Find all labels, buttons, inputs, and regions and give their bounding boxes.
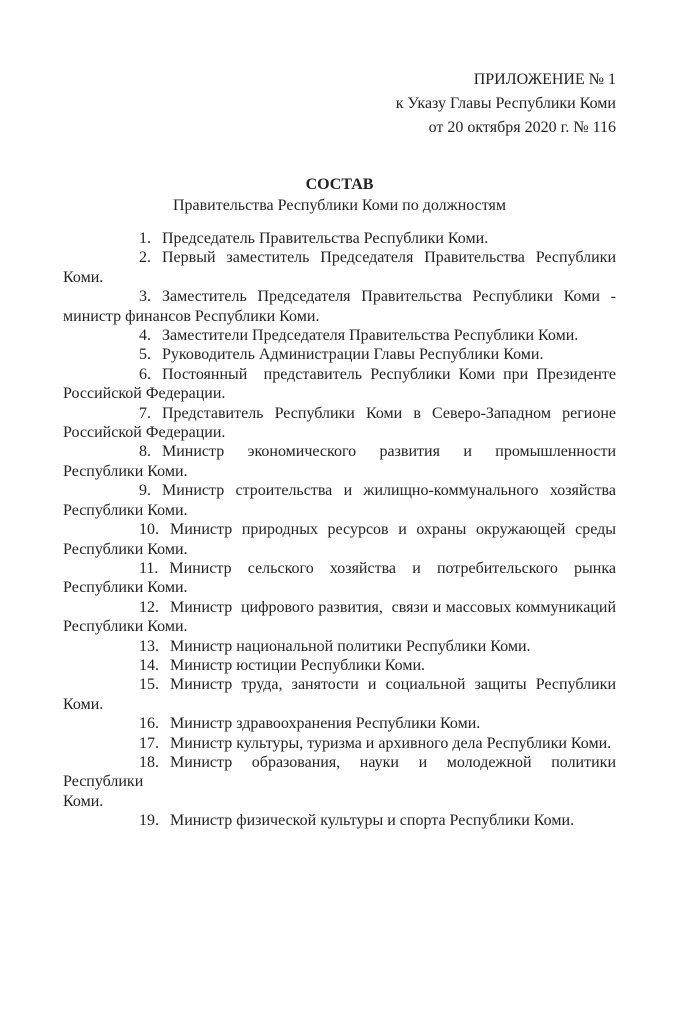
list-item-line: Республики Коми. — [63, 618, 188, 636]
list-item — [63, 326, 616, 345]
list-item — [63, 811, 616, 830]
list-item — [63, 481, 616, 520]
list-item-line: 9. Министр строительства и жилищно-коммунального хозяйства — [63, 481, 616, 500]
list-item — [63, 404, 616, 443]
list-item-line: 14. Министр юстиции Республики Коми. — [63, 656, 616, 675]
position-list — [63, 229, 616, 831]
list-item-line: 3. Заместитель Председателя Правительства Республики Коми - — [63, 287, 616, 306]
list-item-line: Республики Коми. — [63, 579, 188, 597]
list-item-number: 8. — [139, 443, 151, 461]
list-item-number: 15. — [139, 676, 159, 694]
list-item-line: Российской Федерации. — [63, 385, 226, 403]
list-item-number: 11. — [139, 559, 159, 577]
list-item-line: министр финансов Республики Коми. — [63, 307, 320, 325]
list-item — [63, 675, 616, 714]
list-item-number: 14. — [139, 656, 159, 674]
list-item-line: 15. Министр труда, занятости и социальной защиты Республики — [63, 675, 616, 694]
list-item-line: 12. Министр цифрового развития, связи и массовых коммуникаций — [63, 598, 616, 617]
list-item — [63, 365, 616, 404]
list-item-line: 4. Заместители Председателя Правительства Республики Коми. — [63, 326, 616, 345]
list-item-number: 5. — [139, 346, 151, 364]
list-item-line: Республики Коми. — [63, 462, 188, 480]
list-item — [63, 598, 616, 637]
list-item — [63, 637, 616, 656]
header-decree-line: к Указу Главы Республики Коми — [395, 95, 616, 112]
list-item-number: 17. — [139, 734, 159, 752]
list-item-number: 6. — [139, 365, 151, 383]
list-item-line: 7. Представитель Республики Коми в Северо-Западном регионе — [63, 404, 616, 423]
list-item-line: Коми. — [63, 792, 104, 810]
list-item — [63, 287, 616, 326]
list-item — [63, 714, 616, 733]
list-item-number: 9. — [139, 482, 151, 500]
list-item-line: 18. Министр образования, науки и молодежной политики Республики — [63, 753, 616, 791]
list-item-line: 19. Министр физической культуры и спорта Республики Коми. — [63, 811, 616, 830]
list-item-line: Коми. — [63, 268, 104, 286]
list-item-line: 2. Первый заместитель Председателя Правительства Республики — [63, 248, 616, 267]
list-item-line: Республики Коми. — [63, 540, 188, 558]
list-item-line: 11. Министр сельского хозяйства и потребительского рынка — [63, 559, 616, 578]
list-item-line: Российской Федерации. — [63, 424, 226, 442]
list-item — [63, 442, 616, 481]
list-item-number: 19. — [139, 812, 159, 830]
list-item-line: 8. Министр экономического развития и промышленности — [63, 442, 616, 461]
list-item-number: 16. — [139, 715, 159, 733]
list-item-number: 18. — [139, 753, 159, 771]
list-item-number: 2. — [139, 249, 151, 267]
list-item — [63, 229, 616, 248]
list-item — [63, 559, 616, 598]
list-item-number: 12. — [139, 598, 159, 616]
document-title: СОСТАВ — [305, 176, 374, 193]
list-item-line: Республики Коми. — [63, 501, 188, 519]
list-item-line: Коми. — [63, 695, 104, 713]
list-item — [63, 345, 616, 364]
list-item — [63, 248, 616, 287]
list-item-line: 17. Министр культуры, туризма и архивного дела Республики Коми. — [63, 734, 616, 753]
list-item-line: 1. Председатель Правительства Республики Коми. — [63, 229, 616, 248]
list-item-number: 3. — [139, 288, 151, 306]
document-header — [63, 68, 616, 140]
list-item-line: 10. Министр природных ресурсов и охраны окружающей среды — [63, 520, 616, 539]
list-item-line: 6. Постоянный представитель Республики Коми при Президенте — [63, 365, 616, 384]
document-subtitle: Правительства Республики Коми по должностям — [172, 197, 507, 214]
document-title-block — [63, 174, 616, 216]
list-item-number: 4. — [139, 327, 151, 345]
list-item-line: 13. Министр национальной политики Республики Коми. — [63, 637, 616, 656]
list-item-line: 16. Министр здравоохранения Республики Коми. — [63, 714, 616, 733]
list-item — [63, 753, 616, 811]
list-item — [63, 734, 616, 753]
list-item — [63, 656, 616, 675]
list-item-number: 1. — [139, 230, 151, 247]
list-item-number: 13. — [139, 637, 159, 655]
list-item-number: 7. — [139, 404, 151, 422]
header-date-number-line: от 20 октября 2020 г. № 116 — [428, 119, 616, 136]
header-appendix-line: ПРИЛОЖЕНИЕ № 1 — [473, 71, 616, 88]
list-item-number: 10. — [139, 521, 159, 539]
list-item-line: 5. Руководитель Администрации Главы Республики Коми. — [63, 345, 616, 364]
list-item — [63, 520, 616, 559]
